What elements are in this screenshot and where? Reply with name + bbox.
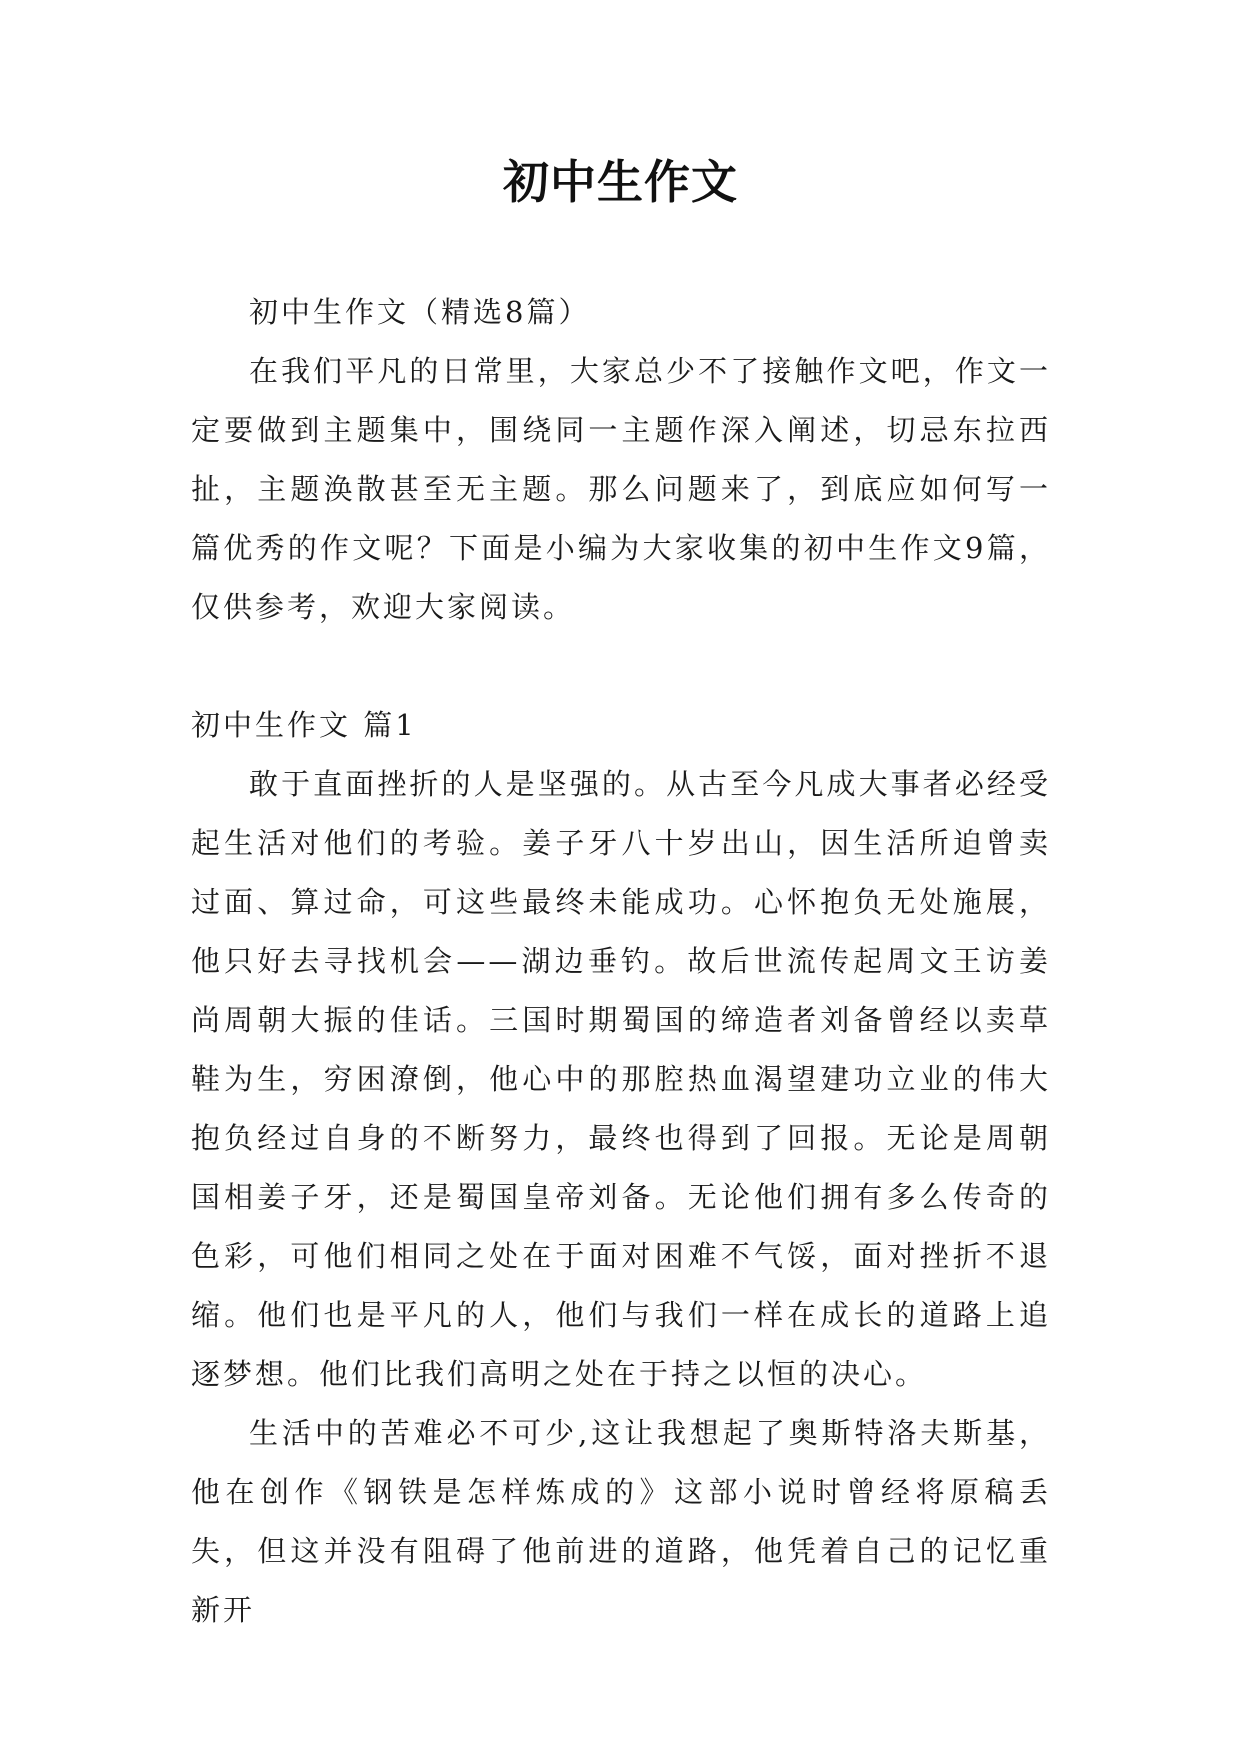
section-paragraph-2: 生活中的苦难必不可少,这让我想起了奥斯特洛夫斯基，他在创作《钢铁是怎样炼成的》这部小说时曾经将原稿丢失，但这并没有阻碍了他前进的道路，他凭着自己的记忆重新开 xyxy=(191,1416,1051,1627)
document-body xyxy=(191,283,1051,1640)
section-spacer xyxy=(191,637,1051,696)
section-paragraph-1: 敢于直面挫折的人是坚强的。从古至今凡成大事者必经受起生活对他们的考验。姜子牙八十岁出山，因生活所迫曾卖过面、算过命，可这些最终未能成功。心怀抱负无处施展，他只好去寻找机会——湖边垂钓。故后世流传起周文王访姜尚周朝大振的佳话。三国时期蜀国的缔造者刘备曾经以卖草鞋为生，穷困潦倒，他心中的那腔热血渴望建功立业的伟大抱负经过自身的不断努力，最终也得到了回报。无论是周朝国相姜子牙，还是蜀国皇帝刘备。无论他们拥有多么传奇的色彩，可他们相同之处在于面对困难不气馁，面对挫折不退缩。他们也是平凡的人，他们与我们一样在成长的道路上追逐梦想。他们比我们高明之处在于持之以恒的决心。 xyxy=(191,767,1051,1391)
document-title: 初中生作文 xyxy=(503,155,738,209)
section-heading: 初中生作文 篇1 xyxy=(191,708,417,742)
intro-paragraph: 在我们平凡的日常里，大家总少不了接触作文吧，作文一定要做到主题集中，围绕同一主题作深入阐述，切忌东拉西扯，主题涣散甚至无主题。那么问题来了，到底应如何写一篇优秀的作文呢？下面是小编为大家收集的初中生作文9篇，仅供参考，欢迎大家阅读。 xyxy=(191,354,1051,624)
document-subtitle: 初中生作文（精选8篇） xyxy=(249,295,591,329)
